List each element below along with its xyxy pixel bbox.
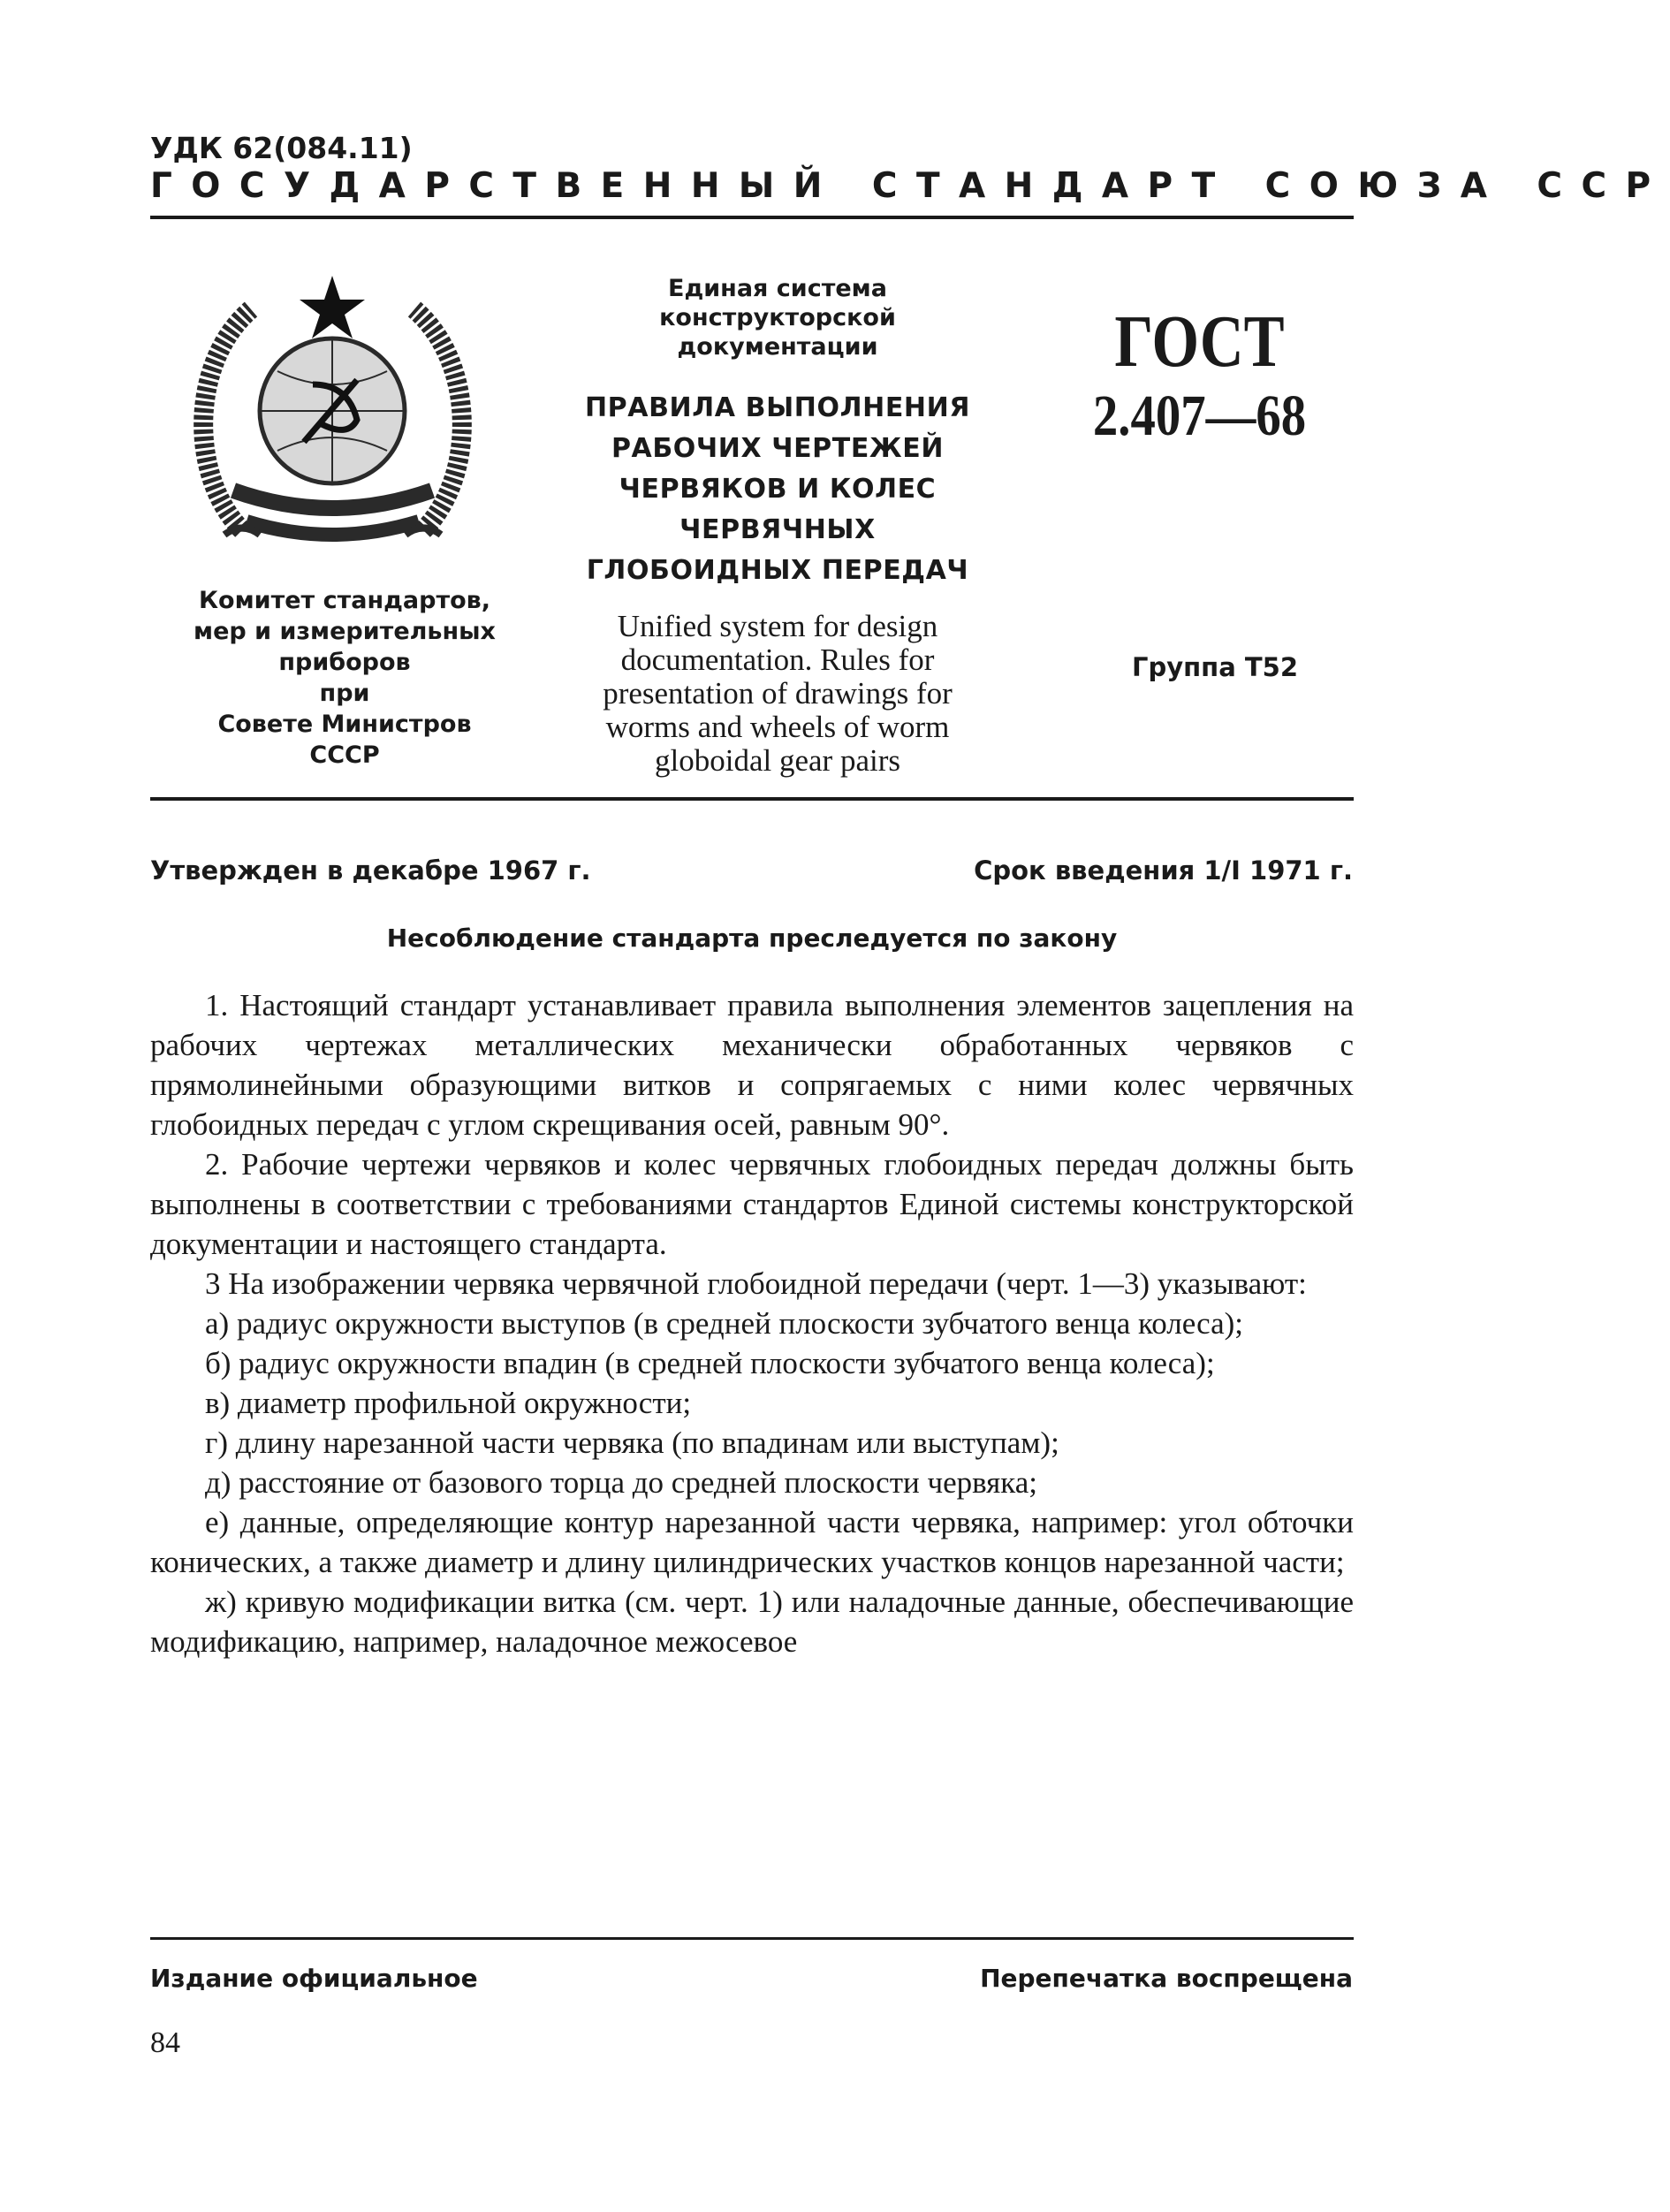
title-line: РАБОЧИХ ЧЕРТЕЖЕЙ xyxy=(611,433,945,464)
gost-designation xyxy=(1056,300,1343,452)
english-line: presentation of drawings for xyxy=(603,676,953,711)
system-line: документации xyxy=(677,333,878,361)
list-item: а) радиус окружности выступов (в средней плоскости зубчатого венца колеса); xyxy=(205,1306,1244,1341)
approved-date: Утвержден в декабре 1967 г. xyxy=(150,855,591,886)
list-item: е) данные, определяющие контур нарезанной части червяка, например: угол обточки конических, а также диаметр и длину цилиндрических участков концов нарезанной части; xyxy=(150,1505,1354,1579)
list-item: г) длину нарезанной части червяка (по впадинам или выступам); xyxy=(205,1425,1059,1460)
title-block xyxy=(548,274,1007,591)
standard-series-heading: ГОСУДАРСТВЕННЫЙ СТАНДАРТ СОЮЗА ССР xyxy=(150,166,1670,206)
english-line: Unified system for design xyxy=(617,609,938,643)
committee-line: при xyxy=(319,680,370,707)
list-item: в) диаметр профильной окружности; xyxy=(205,1386,692,1420)
page-number: 84 xyxy=(150,2026,180,2059)
effective-date: Срок введения 1/I 1971 г. xyxy=(974,855,1353,886)
committee-line: СССР xyxy=(309,741,380,769)
udk-code: УДК 62(084.11) xyxy=(150,131,413,165)
english-line: globoidal gear pairs xyxy=(655,743,900,778)
paragraph: 1. Настоящий стандарт устанавливает правила выполнения элементов зацепления на рабочих чертежах металлических механически обработанных червяков с прямолинейными образующими витков и сопрягаемых с ними колес червячных глобоидных передач с углом скрещивания осей, равным 90°. xyxy=(150,988,1354,1142)
group-label: Группа Т52 xyxy=(1131,652,1299,682)
title-line: ГЛОБОИДНЫХ ПЕРЕДАЧ xyxy=(586,555,969,586)
edition-note: Издание официальное xyxy=(150,1964,478,1993)
footer-rule xyxy=(150,1937,1354,1940)
committee-block xyxy=(168,585,521,771)
top-rule xyxy=(150,216,1354,219)
reprint-note: Перепечатка воспрещена xyxy=(980,1964,1353,1993)
gost-label: ГОСТ xyxy=(1114,300,1285,383)
system-line: конструкторской xyxy=(659,304,896,331)
title-line: ЧЕРВЯЧНЫХ xyxy=(679,514,876,545)
committee-line: Совете Министров xyxy=(217,711,472,738)
paragraph: 3 На изображении червяка червячной глобоидной передачи (черт. 1—3) указывают: xyxy=(205,1266,1307,1301)
committee-line: приборов xyxy=(278,649,411,676)
body-text xyxy=(150,985,1354,1661)
ussr-state-emblem-icon xyxy=(180,265,485,570)
list-item: б) радиус окружности впадин (в средней плоскости зубчатого венца колеса); xyxy=(205,1346,1215,1380)
list-item: д) расстояние от базового торца до средней плоскости червяка; xyxy=(205,1465,1038,1500)
committee-line: Комитет стандартов, xyxy=(198,587,491,614)
standard-title xyxy=(548,388,1007,591)
law-notice: Несоблюдение стандарта преследуется по закону xyxy=(386,924,1118,953)
header-bottom-rule xyxy=(150,797,1354,801)
gost-number: 2.407—68 xyxy=(1092,384,1307,448)
paragraph: 2. Рабочие чертежи червяков и колес червячных глобоидных передач должны быть выполнены в соответствии с требованиями стандартов Единой системы конструкторской документации и настоящего стандарта. xyxy=(150,1147,1354,1261)
title-line: ПРАВИЛА ВЫПОЛНЕНИЯ xyxy=(584,392,971,423)
title-line: ЧЕРВЯКОВ И КОЛЕС xyxy=(619,474,937,505)
english-line: worms and wheels of worm xyxy=(605,710,950,744)
system-line: Единая система xyxy=(668,275,887,302)
english-title xyxy=(566,610,990,778)
committee-line: мер и измерительных xyxy=(194,618,496,645)
list-item: ж) кривую модификации витка (см. черт. 1) или наладочные данные, обеспечивающие модификацию, например, наладочное межосевое xyxy=(150,1585,1354,1659)
english-line: documentation. Rules for xyxy=(620,642,935,677)
